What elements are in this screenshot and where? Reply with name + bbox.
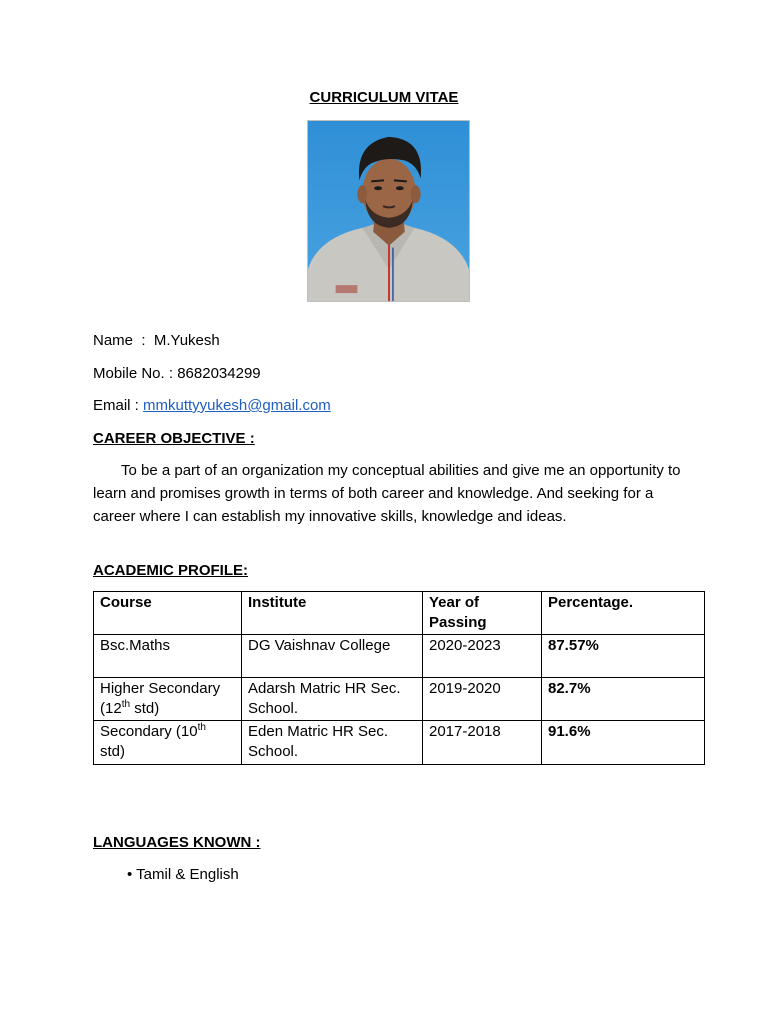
header-institute: Institute <box>242 592 423 635</box>
career-objective-heading: CAREER OBJECTIVE : <box>93 430 255 447</box>
cell-percentage: 87.57% <box>542 635 705 678</box>
academic-table <box>93 591 705 765</box>
name-label: Name : <box>93 332 154 349</box>
course-sup: th <box>197 722 206 733</box>
career-objective-text <box>93 459 693 528</box>
header-course: Course <box>94 592 242 635</box>
header-percentage: Percentage. <box>542 592 705 635</box>
cell-course <box>94 721 242 765</box>
name-value: M.Yukesh <box>153 332 220 349</box>
name-line <box>93 332 220 349</box>
table-header-row <box>94 592 705 635</box>
table-row <box>94 678 705 721</box>
page-title: CURRICULUM VITAE <box>309 89 459 106</box>
career-objective-body: To be a part of an organization my conceptual abilities and give me an opportunity to learn and promises growth in terms of both career and knowledge. And seeking for a career where I can establish my innovative skills, knowledge and ideas. <box>93 462 681 525</box>
academic-profile-heading: ACADEMIC PROFILE: <box>93 562 248 579</box>
email-label: Email : <box>93 397 144 414</box>
table-row <box>94 721 705 765</box>
course-text: Higher Secondary (12 <box>100 680 221 717</box>
cell-course <box>94 678 242 721</box>
cell-course: Bsc.Maths <box>94 635 242 678</box>
language-item: Tamil & English <box>136 866 239 883</box>
cell-percentage: 91.6% <box>542 721 705 765</box>
languages-heading: LANGUAGES KNOWN : <box>93 834 261 851</box>
mobile-value: 8682034299 <box>177 365 261 382</box>
course-sup: th <box>121 699 131 710</box>
cell-percentage: 82.7% <box>542 678 705 721</box>
mobile-line <box>93 365 261 382</box>
table-row <box>94 635 705 678</box>
cell-institute: DG Vaishnav College <box>242 635 423 678</box>
mobile-label: Mobile No. : <box>93 365 178 382</box>
cell-institute: Adarsh Matric HR Sec. School. <box>242 678 423 721</box>
course-text-end: std) <box>100 723 211 760</box>
course-text: Secondary (10 <box>100 723 198 740</box>
course-text-end: std) <box>130 700 160 717</box>
profile-photo <box>307 120 470 302</box>
cell-institute: Eden Matric HR Sec. School. <box>242 721 423 765</box>
header-year: Year of Passing <box>423 592 542 635</box>
email-link[interactable]: mmkuttyyukesh@gmail.com <box>143 397 331 414</box>
cell-year: 2020-2023 <box>423 635 542 678</box>
cell-year: 2017-2018 <box>423 721 542 765</box>
language-list-item <box>127 866 239 883</box>
email-line <box>93 397 331 414</box>
bullet-icon: • <box>127 866 133 883</box>
cell-year: 2019-2020 <box>423 678 542 721</box>
